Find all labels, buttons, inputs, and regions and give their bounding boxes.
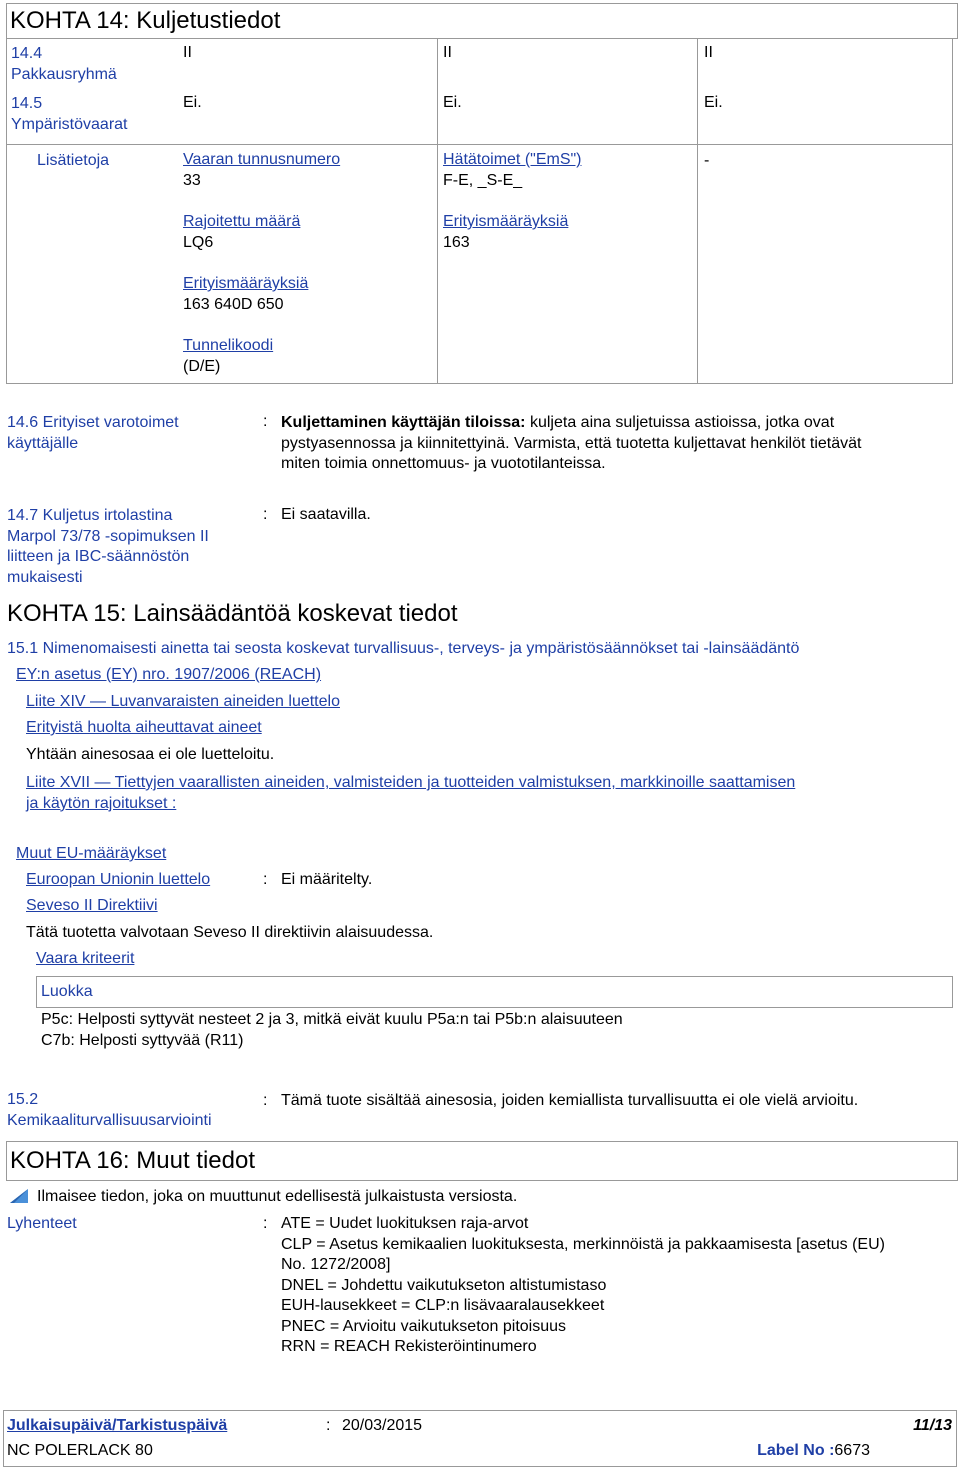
info-heading: Rajoitettu määrä [183, 213, 301, 230]
info-heading: Erityismääräyksiä [443, 213, 569, 230]
abbreviation-item: ATE = Uudet luokituksen raja-arvot [281, 1215, 529, 1232]
seveso-heading: Seveso II Direktiivi [26, 897, 158, 914]
label-line: käyttäjälle [7, 434, 79, 452]
colon: : [263, 506, 268, 523]
colon: : [263, 1092, 268, 1109]
page-number: 11/13 [913, 1417, 952, 1434]
info-heading: Vaaran tunnusnumero [183, 151, 341, 168]
seveso-text: Tätä tuotetta valvotaan Seveso II direktiivin alaisuudessa. [26, 924, 434, 941]
label-line: 14.4 [11, 45, 43, 62]
section-15-title: KOHTA 15: Lainsäädäntöä koskevat tiedot [7, 600, 458, 627]
text-line: P5c: Helposti syttyvät nesteet 2 ja 3, mitkä eivät kuulu P5a:n tai P5b:n alaisuuteen [41, 1011, 623, 1028]
info-value: LQ6 [183, 233, 214, 251]
info-col-adr [183, 150, 340, 377]
eu-list-label: Euroopan Unionin luettelo [26, 871, 211, 888]
text-line: kuljeta aina suljetuissa astioissa, jotka ovat [529, 414, 835, 431]
info-heading: Erityismääräyksiä [183, 275, 309, 292]
info-col-imdg [443, 150, 582, 253]
label-line: Pakkausryhmä [11, 65, 117, 83]
abbreviation-item: EUH-lausekkeet = CLP:n lisävaaralausekkeet [281, 1297, 605, 1314]
table-divider [437, 38, 438, 384]
info-heading: Tunnelikoodi [183, 337, 274, 354]
abbreviations-label: Lyhenteet [7, 1215, 77, 1232]
row-env-hazards-label [11, 94, 128, 135]
colon: : [263, 413, 268, 430]
text-line: ja käytön rajoitukset : [26, 794, 177, 812]
label-line: Kemikaaliturvallisuusarviointi [7, 1111, 212, 1129]
text-line: miten toimia onnettomuus- ja vuototilanteissa. [281, 455, 606, 472]
label-no [757, 1442, 870, 1460]
s151-heading: 15.1 Nimenomaisesti ainetta tai seosta koskevat turvallisuus-, terveys- ja ympäristösäännökset tai -lainsäädäntö [7, 640, 800, 657]
p146-text [281, 413, 861, 475]
label-line: Marpol 73/78 -sopimuksen II [7, 527, 209, 545]
label-no-value: 6673 [834, 1442, 870, 1459]
s152-value: Tämä tuote sisältää ainesosia, joiden kemiallista turvallisuutta ei ole vielä arvioitu. [281, 1092, 859, 1109]
info-heading: Hätätoimet ("EmS") [443, 151, 582, 168]
env-hazard-adr: Ei. [183, 94, 202, 111]
label-line: Ympäristövaarat [11, 115, 128, 133]
class-values [41, 1010, 623, 1051]
text-line: pystyasennossa ja kiinnitettyinä. Varmista, että tuotetta kuljettavat henkilöt tietävät [281, 434, 862, 452]
row-divider [6, 144, 953, 145]
p146-bold: Kuljettaminen käyttäjän tiloissa: [281, 414, 526, 431]
change-marker-icon [10, 1189, 28, 1203]
hazard-criteria-heading: Vaara kriteerit [36, 950, 135, 967]
label-line: 15.2 [7, 1091, 39, 1108]
info-col-iata: - [704, 152, 710, 169]
label-line: 14.7 Kuljetus irtolastina [7, 507, 173, 524]
section-14-title: KOHTA 14: Kuljetustiedot [10, 7, 281, 34]
text-line: C7b: Helposti syttyvää (R11) [41, 1031, 244, 1049]
section-16-heading [6, 1141, 958, 1181]
annex-17-heading [26, 773, 795, 814]
section-14-heading [6, 3, 958, 39]
section-16-title: KOHTA 16: Muut tiedot [10, 1147, 256, 1174]
table-divider [697, 38, 698, 384]
row-additional-info-label: Lisätietoja [37, 152, 110, 169]
packing-group-iata: II [704, 44, 713, 61]
info-value: (D/E) [183, 357, 221, 375]
packing-group-imdg: II [443, 44, 452, 61]
colon: : [263, 1215, 268, 1232]
change-note: Ilmaisee tiedon, joka on muuttunut edellisestä julkaistusta versiosta. [37, 1188, 518, 1205]
info-value: 163 640D 650 [183, 295, 284, 313]
eu-list-value: Ei määritelty. [281, 871, 373, 888]
abbreviation-item: PNEC = Arvioitu vaikutukseton pitoisuus [281, 1317, 567, 1335]
label-line: 14.5 [11, 95, 43, 112]
svhc-heading: Erityistä huolta aiheuttavat aineet [26, 719, 262, 736]
page-footer [3, 1410, 957, 1467]
abbreviation-item: RRN = REACH Rekisteröintinumero [281, 1338, 537, 1355]
row-packing-group-label [11, 44, 117, 85]
colon: : [263, 871, 268, 888]
class-table-head [36, 976, 953, 1008]
annex-14-heading: Liite XIV — Luvanvaraisten aineiden luettelo [26, 693, 340, 710]
reach-heading: EY:n asetus (EY) nro. 1907/2006 (REACH) [16, 666, 322, 683]
label-no-label: Label No : [757, 1442, 835, 1459]
env-hazard-imdg: Ei. [443, 94, 462, 111]
info-value: F-E, _S-E_ [443, 171, 523, 189]
info-value: 33 [183, 171, 201, 189]
colon: : [326, 1417, 331, 1434]
label-line: mukaisesti [7, 568, 83, 586]
svhc-text: Yhtään ainesosaa ei ole luetteloitu. [26, 746, 275, 763]
text-line: Liite XVII — Tiettyjen vaarallisten aineiden, valmisteiden ja tuotteiden valmistuksen, markkinoille saattamisen [26, 774, 796, 791]
other-eu-heading: Muut EU-määräykset [16, 845, 167, 862]
abbreviations-list [281, 1214, 885, 1358]
date-label: Julkaisupäivä/Tarkistuspäivä [7, 1417, 228, 1434]
env-hazard-iata: Ei. [704, 94, 723, 111]
packing-group-adr: II [183, 44, 192, 61]
abbreviation-item: No. 1272/2008] [281, 1256, 391, 1273]
info-value: 163 [443, 233, 470, 251]
p147-value: Ei saatavilla. [281, 506, 371, 523]
p147-label [7, 506, 209, 588]
p146-label [7, 413, 179, 454]
class-head-label: Luokka [41, 983, 93, 1000]
label-line: liitteen ja IBC-säännöstön [7, 548, 190, 565]
abbreviation-item: DNEL = Johdettu vaikutukseton altistumistaso [281, 1276, 607, 1294]
product-name: NC POLERLACK 80 [7, 1442, 153, 1459]
abbreviation-item: CLP = Asetus kemikaalien luokituksesta, merkinnöistä ja pakkaamisesta [asetus (EU) [281, 1235, 885, 1253]
label-line: 14.6 Erityiset varotoimet [7, 414, 179, 431]
s152-label [7, 1090, 212, 1131]
date-value: 20/03/2015 [342, 1417, 423, 1434]
